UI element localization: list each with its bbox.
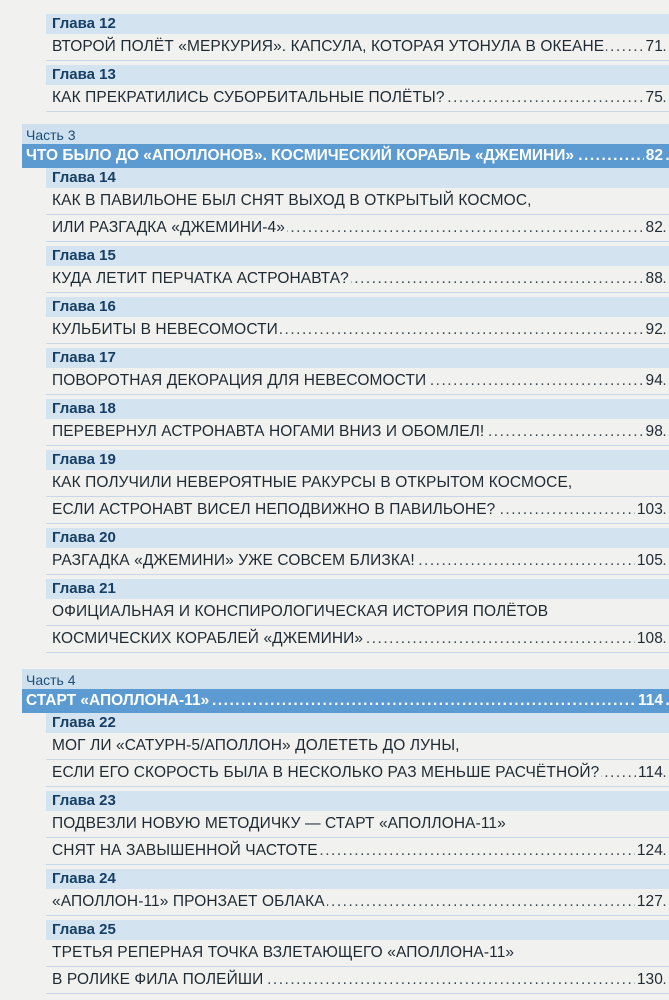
- chapter-page-number: 71: [644, 34, 663, 60]
- chapter-entry[interactable]: [46, 791, 669, 869]
- chapter-title-text: КУЛЬБИТЫ В НЕВЕСОМОСТИ: [52, 321, 278, 338]
- chapter-title-line: [46, 317, 669, 344]
- chapter-title-line: [46, 34, 669, 61]
- chapter-page-number: 105: [635, 548, 663, 574]
- chapter-title-line: [46, 85, 669, 112]
- chapter-page-number: 94: [644, 368, 663, 394]
- chapter-entry[interactable]: [46, 450, 669, 528]
- chapter-list-part-3: [0, 168, 669, 657]
- chapter-title-line: [46, 733, 669, 760]
- chapter-heading: Глава 20: [46, 528, 669, 548]
- chapter-title-text: ВТОРОЙ ПОЛЁТ «МЕРКУРИЯ». КАПСУЛА, КОТОРАЯ УТОНУЛА В ОКЕАНЕ: [52, 38, 605, 55]
- chapter-title-text: КАК ПОЛУЧИЛИ НЕВЕРОЯТНЫЕ РАКУРСЫ В ОТКРЫТОМ КОСМОСЕ,: [52, 474, 573, 491]
- chapter-heading: Глава 22: [46, 713, 669, 733]
- chapter-heading: Глава 15: [46, 246, 669, 266]
- chapter-heading: Глава 21: [46, 579, 669, 599]
- chapter-title-text: КАК В ПАВИЛЬОНЕ БЫЛ СНЯТ ВЫХОД В ОТКРЫТЫЙ КОСМОС,: [52, 192, 532, 209]
- chapter-title-text: ЕСЛИ ЕГО СКОРОСТЬ БЫЛА В НЕСКОЛЬКО РАЗ МЕНЬШЕ РАСЧЁТНОЙ?: [52, 764, 600, 781]
- chapter-heading: Глава 16: [46, 297, 669, 317]
- chapter-entry[interactable]: [46, 297, 669, 348]
- chapter-list-part-4: [0, 713, 669, 998]
- part-title-text: ЧТО БЫЛО ДО «АПОЛЛОНОВ». КОСМИЧЕСКИЙ КОРАБЛЬ «ДЖЕМИНИ»: [26, 147, 575, 164]
- chapter-title-text: СНЯТ НА ЗАВЫШЕННОЙ ЧАСТОТЕ: [52, 842, 318, 859]
- chapter-title-line: [46, 215, 669, 242]
- part-title[interactable]: [22, 144, 669, 168]
- chapter-page-number: 130: [635, 967, 663, 993]
- chapter-page-number: 103: [635, 497, 663, 523]
- chapter-entry[interactable]: [46, 528, 669, 579]
- chapter-title-text: ЕСЛИ АСТРОНАВТ ВИСЕЛ НЕПОДВИЖНО В ПАВИЛЬОНЕ?: [52, 501, 496, 518]
- chapter-title-line: [46, 626, 669, 653]
- chapter-title-text: ПОДВЕЗЛИ НОВУЮ МЕТОДИЧКУ — СТАРТ «АПОЛЛОНА-11»: [52, 815, 506, 832]
- chapter-entry[interactable]: [46, 348, 669, 399]
- chapter-entry[interactable]: [46, 920, 669, 998]
- chapter-page-number: 92: [644, 317, 663, 343]
- chapter-title-text: ПОВОРОТНАЯ ДЕКОРАЦИЯ ДЛЯ НЕВЕСОМОСТИ: [52, 372, 427, 389]
- chapter-title-line: [46, 760, 669, 787]
- chapter-title-line: [46, 497, 669, 524]
- chapter-heading: Глава 24: [46, 869, 669, 889]
- part-label: Часть 4: [22, 669, 669, 689]
- chapter-heading: Глава 19: [46, 450, 669, 470]
- chapter-title-text: ПЕРЕВЕРНУЛ АСТРОНАВТА НОГАМИ ВНИЗ И ОБОМЛЕЛ!: [52, 423, 485, 440]
- chapter-heading: Глава 18: [46, 399, 669, 419]
- chapter-spacer: [46, 994, 669, 998]
- chapter-entry[interactable]: [46, 168, 669, 246]
- chapter-page-number: 124: [635, 838, 663, 864]
- chapter-title-line: [46, 548, 669, 575]
- chapter-title-line: [46, 188, 669, 215]
- chapter-title-line: [46, 811, 669, 838]
- chapter-heading: Глава 13: [46, 65, 669, 85]
- chapter-title-text: В РОЛИКЕ ФИЛА ПОЛЕЙШИ: [52, 971, 264, 988]
- chapter-title-line: [46, 419, 669, 446]
- chapter-title-text: РАЗГАДКА «ДЖЕМИНИ» УЖЕ СОВСЕМ БЛИЗКА!: [52, 552, 415, 569]
- chapter-title-line: [46, 889, 669, 916]
- chapter-title-text: ТРЕТЬЯ РЕПЕРНАЯ ТОЧКА ВЗЛЕТАЮЩЕГО «АПОЛЛОНА-11»: [52, 944, 515, 961]
- chapter-title-line: [46, 940, 669, 967]
- chapter-entry[interactable]: [46, 399, 669, 450]
- chapter-title-text: ИЛИ РАЗГАДКА «ДЖЕМИНИ-4»: [52, 219, 285, 236]
- chapter-title-text: КУДА ЛЕТИТ ПЕРЧАТКА АСТРОНАВТА?: [52, 270, 349, 287]
- chapter-heading: Глава 25: [46, 920, 669, 940]
- chapter-page-number: 88: [644, 266, 663, 292]
- chapter-entry[interactable]: [46, 65, 669, 116]
- chapter-title-line: [46, 967, 669, 994]
- chapter-title-text: КАК ПРЕКРАТИЛИСЬ СУБОРБИТАЛЬНЫЕ ПОЛЁТЫ?: [52, 89, 445, 106]
- part-3: [0, 124, 669, 657]
- chapter-title-text: КОСМИЧЕСКИХ КОРАБЛЕЙ «ДЖЕМИНИ»: [52, 630, 364, 647]
- chapter-page-number: 82: [644, 215, 663, 241]
- part-label: Часть 3: [22, 124, 669, 144]
- chapter-spacer: [46, 112, 669, 116]
- part-4: [0, 669, 669, 998]
- chapter-page-number: 98: [644, 419, 663, 445]
- chapter-entry[interactable]: [46, 246, 669, 297]
- part-page-number: 114: [636, 689, 663, 713]
- chapter-page-number: 127: [635, 889, 663, 915]
- chapter-title-text: МОГ ЛИ «САТУРН-5/АПОЛЛОН» ДОЛЕТЕТЬ ДО ЛУНЫ,: [52, 737, 460, 754]
- chapter-entry[interactable]: [46, 869, 669, 920]
- chapter-title-text: ОФИЦИАЛЬНАЯ И КОНСПИРОЛОГИЧЕСКАЯ ИСТОРИЯ ПОЛЁТОВ: [52, 603, 549, 620]
- chapter-title-text: «АПОЛЛОН-11» ПРОНЗАЕТ ОБЛАКА: [52, 893, 325, 910]
- chapter-heading: Глава 17: [46, 348, 669, 368]
- chapter-title-line: [46, 838, 669, 865]
- chapter-list-top: [0, 14, 669, 116]
- chapter-entry[interactable]: [46, 713, 669, 791]
- chapter-entry[interactable]: [46, 14, 669, 65]
- chapter-heading: Глава 23: [46, 791, 669, 811]
- part-title[interactable]: [22, 689, 669, 713]
- chapter-title-line: [46, 368, 669, 395]
- chapter-heading: Глава 14: [46, 168, 669, 188]
- part-title-text: СТАРТ «АПОЛЛОНА-11»: [26, 692, 210, 709]
- chapter-title-line: [46, 470, 669, 497]
- chapter-page-number: 108: [635, 626, 663, 652]
- chapter-heading: Глава 12: [46, 14, 669, 34]
- table-of-contents: [0, 14, 669, 998]
- part-page-number: 82: [644, 144, 663, 168]
- chapter-page-number: 75: [644, 85, 663, 111]
- chapter-spacer: [46, 653, 669, 657]
- chapter-entry[interactable]: [46, 579, 669, 657]
- chapter-title-line: [46, 599, 669, 626]
- chapter-title-line: [46, 266, 669, 293]
- chapter-page-number: 114: [636, 760, 663, 786]
